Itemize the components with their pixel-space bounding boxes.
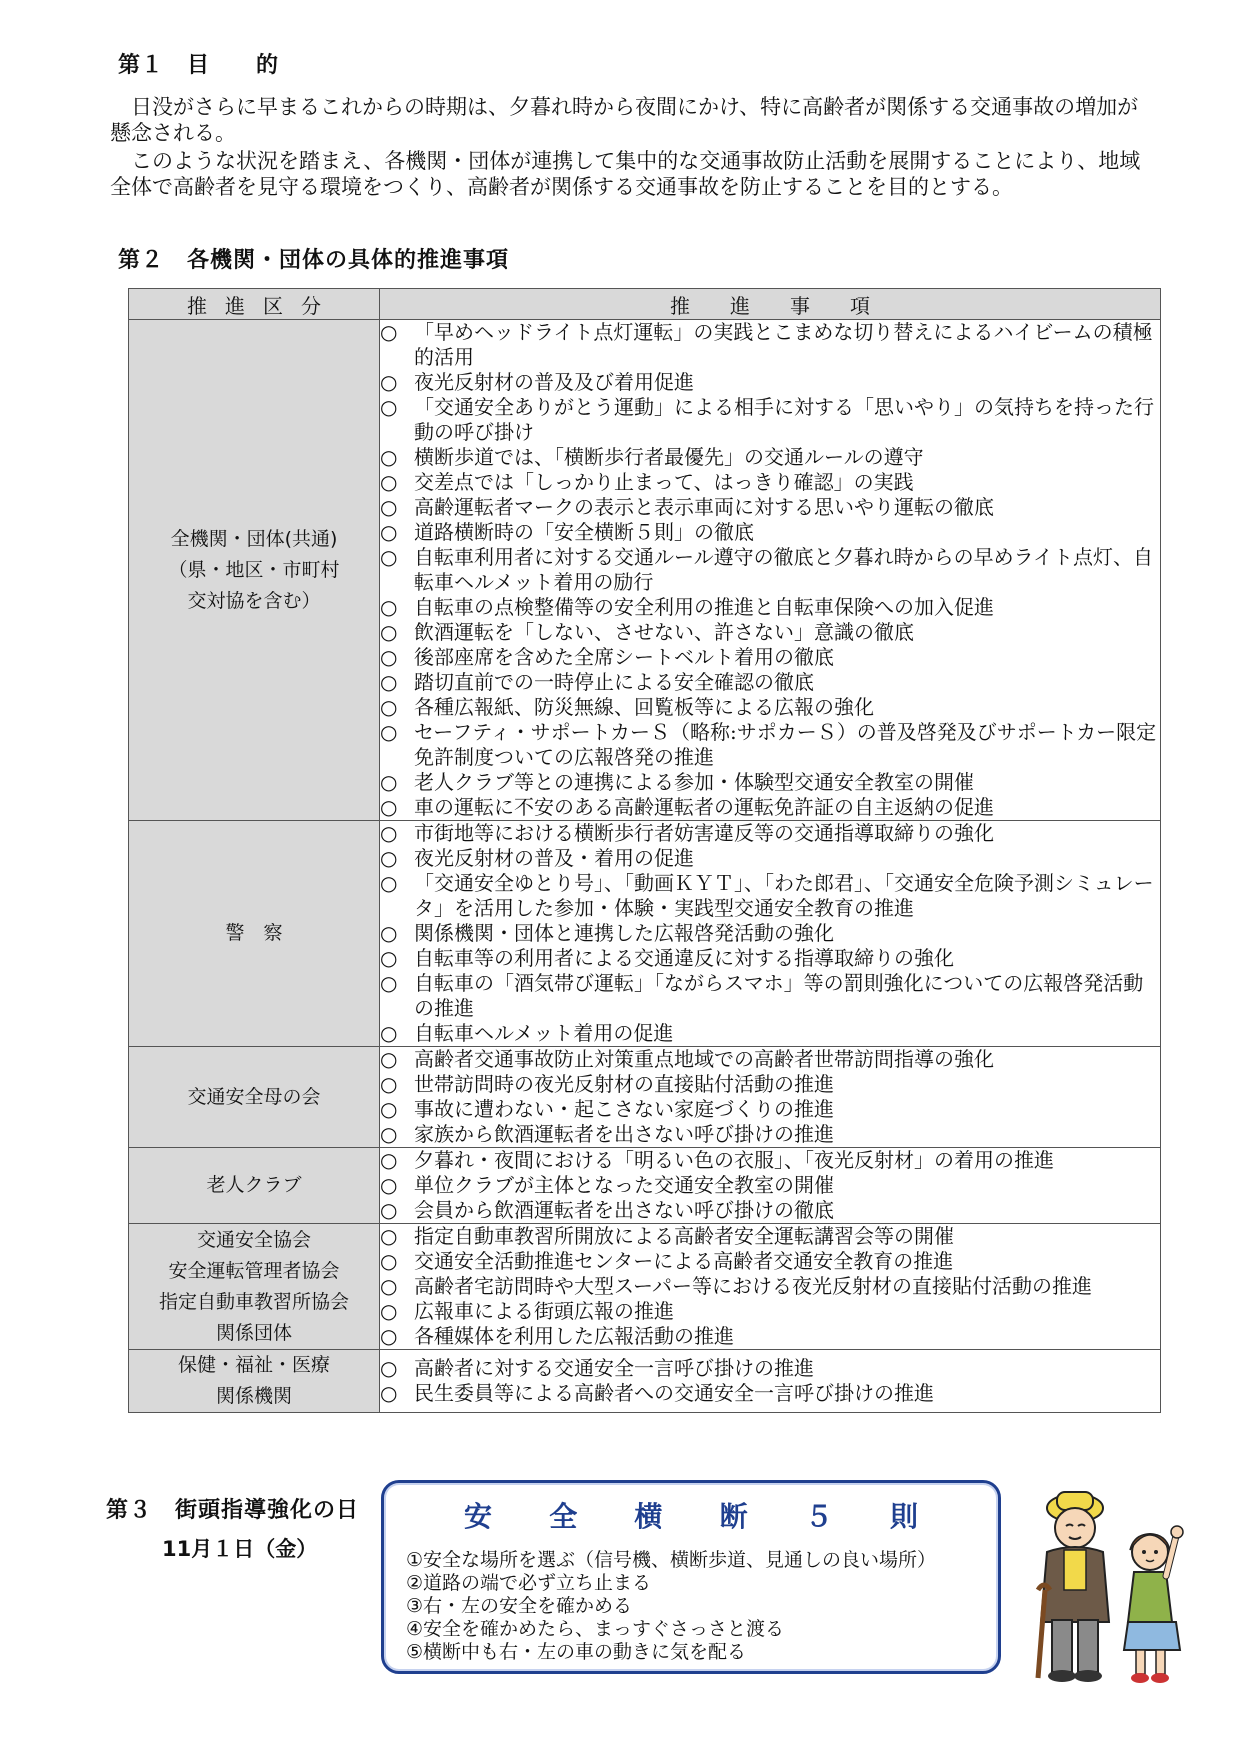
category-cell	[129, 320, 380, 821]
list-item: ○ 自転車利用者に対する交通ルール遵守の徹底と夕暮れ時からの早めライト点灯、自転車ヘルメット着用の励行	[380, 545, 1160, 595]
title-char: 全	[549, 1500, 578, 1533]
list-item: ○ 夜光反射材の普及及び着用促進	[380, 370, 1160, 395]
category-label: 関係機関	[215, 1385, 292, 1407]
elderly-man-figure	[1038, 1492, 1109, 1682]
safe-crossing-title	[384, 1495, 998, 1535]
promotion-item-list	[380, 1356, 1160, 1406]
promotion-item-list	[380, 1047, 1160, 1147]
list-item: ○ 道路横断時の「安全横断５則」の徹底	[380, 520, 1160, 545]
list-item: ○ 単位クラブが主体となった交通安全教室の開催	[380, 1173, 1160, 1198]
street-guidance-date: 11月１日（金）	[162, 1537, 318, 1561]
list-item: ○ 老人クラブ等との連携による参加・体験型交通安全教室の開催	[380, 770, 1160, 795]
list-item: ○ 自転車等の利用者による交通違反に対する指導取締りの強化	[380, 946, 1160, 971]
category-label: 関係団体	[215, 1321, 292, 1344]
safe-crossing-rules-list	[406, 1549, 936, 1664]
list-item: ○ 高齢者宅訪問時や大型スーパー等における夜光反射材の直接貼付活動の推進	[380, 1274, 1160, 1299]
header-category: 推進区分	[129, 289, 380, 320]
list-item: ○ 夕暮れ・夜間における「明るい色の衣服」、「夜光反射材」の着用の推進	[380, 1148, 1160, 1173]
section1-heading: 第１ 目 的	[118, 53, 280, 78]
purpose-paragraph-1: 日没がさらに早まるこれからの時期は、夕暮れ時から夜間にかけ、特に高齢者が関係する交通事故の増加が懸念される。	[110, 95, 1139, 145]
list-item: ○ 自転車の「酒気帯び運転」「ながらスマホ」等の罰則強化についての広報啓発活動の推進	[380, 971, 1160, 1021]
safe-crossing-rule: ④安全を確かめたら、まっすぐさっさと渡る	[406, 1618, 785, 1640]
safe-crossing-rule: ①安全な場所を選ぶ（信号機、横断歩道、見通しの良い場所）	[406, 1549, 937, 1571]
items-cell	[380, 1047, 1161, 1148]
promotion-item-list	[380, 1148, 1160, 1223]
elderly-man-and-girl-illustration	[1020, 1480, 1185, 1690]
category-cell	[129, 1350, 380, 1413]
list-item: ○ 民生委員等による高齢者への交通安全一言呼び掛けの推進	[380, 1381, 1160, 1406]
category-cell	[129, 1047, 380, 1148]
list-item: ○ 事故に遭わない・起こさない家庭づくりの推進	[380, 1097, 1160, 1122]
category-label: 指定自動車教習所協会	[158, 1290, 349, 1313]
header-items: 推進事項	[380, 289, 1161, 320]
table-row	[129, 821, 1161, 1047]
category-label: 保健・福祉・医療	[177, 1354, 330, 1376]
list-item: ○ 関係機関・団体と連携した広報啓発活動の強化	[380, 921, 1160, 946]
category-cell	[129, 821, 380, 1047]
promotion-item-list	[380, 320, 1160, 820]
category-label: 警 察	[225, 922, 283, 944]
title-char: 断	[719, 1500, 748, 1533]
list-item: ○ 世帯訪問時の夜光反射材の直接貼付活動の推進	[380, 1072, 1160, 1097]
items-cell	[380, 1148, 1161, 1224]
items-cell	[380, 320, 1161, 821]
table-row	[129, 320, 1161, 821]
items-cell	[380, 1350, 1161, 1413]
list-item: ○ 夜光反射材の普及・着用の促進	[380, 846, 1160, 871]
list-item: ○ 高齢者交通事故防止対策重点地域での高齢者世帯訪問指導の強化	[380, 1047, 1160, 1072]
list-item: ○ 「交通安全ゆとり号」、「動画ＫＹＴ」、「わた郎君」、「交通安全危険予測シミュレータ」を活用した参加・体験・実践型交通安全教育の推進	[380, 871, 1160, 921]
safe-crossing-rule: ⑤横断中も右・左の車の動きに気を配る	[406, 1641, 747, 1663]
safe-crossing-rule: ③右・左の安全を確かめる	[406, 1595, 633, 1617]
list-item: ○ 自転車ヘルメット着用の促進	[380, 1021, 1160, 1046]
list-item: ○ 「早めヘッドライト点灯運転」の実践とこまめな切り替えによるハイビームの積極的活用	[380, 320, 1160, 370]
list-item: ○ セーフティ・サポートカーＳ（略称:サポカーＳ）の普及啓発及びサポートカー限定免許制度ついての広報啓発の推進	[380, 720, 1160, 770]
safe-crossing-rule: ②道路の端で必ず立ち止まる	[406, 1572, 652, 1594]
list-item: ○ 高齢者に対する交通安全一言呼び掛けの推進	[380, 1356, 1160, 1381]
list-item: ○ 踏切直前での一時停止による安全確認の徹底	[380, 670, 1160, 695]
list-item: ○ 車の運転に不安のある高齢運転者の運転免許証の自主返納の促進	[380, 795, 1160, 820]
list-item: ○ 「交通安全ありがとう運動」による相手に対する「思いやり」の気持ちを持った行動の呼び掛け	[380, 395, 1160, 445]
safe-crossing-rules-box	[381, 1480, 1001, 1674]
category-cell	[129, 1148, 380, 1224]
title-char: 横	[634, 1500, 663, 1533]
list-item: ○ 広報車による街頭広報の推進	[380, 1299, 1160, 1324]
section3-heading: 第３ 街頭指導強化の日	[106, 1498, 360, 1523]
category-label: （県・地区・市町村	[168, 558, 340, 581]
list-item: ○ 各種広報紙、防災無線、回覧板等による広報の強化	[380, 695, 1160, 720]
list-item: ○ 後部座席を含めた全席シートベルト着用の徹底	[380, 645, 1160, 670]
category-label: 安全運転管理者協会	[168, 1259, 340, 1282]
category-label: 全機関・団体(共通)	[170, 527, 338, 550]
list-item: ○ 市街地等における横断歩行者妨害違反等の交通指導取締りの強化	[380, 821, 1160, 846]
category-label: 交対協を含む）	[187, 589, 321, 612]
category-label: 交通安全協会	[196, 1228, 311, 1251]
promotion-items-table	[128, 288, 1161, 1413]
girl-figure	[1124, 1526, 1183, 1683]
list-item: ○ 指定自動車教習所開放による高齢者安全運転講習会等の開催	[380, 1224, 1160, 1249]
table-row	[129, 1148, 1161, 1224]
title-char: 則	[889, 1500, 918, 1533]
title-char: 安	[464, 1500, 493, 1533]
promotion-item-list	[380, 1224, 1160, 1349]
category-cell	[129, 1224, 380, 1350]
list-item: ○ 家族から飲酒運転者を出さない呼び掛けの推進	[380, 1122, 1160, 1147]
list-item: ○ 飲酒運転を「しない、させない、許さない」意識の徹底	[380, 620, 1160, 645]
items-cell	[380, 1224, 1161, 1350]
list-item: ○ 高齢運転者マークの表示と表示車両に対する思いやり運転の徹底	[380, 495, 1160, 520]
promotion-item-list	[380, 821, 1160, 1046]
table-row	[129, 1047, 1161, 1148]
table-row	[129, 1224, 1161, 1350]
list-item: ○ 自転車の点検整備等の安全利用の推進と自転車保険への加入促進	[380, 595, 1160, 620]
list-item: ○ 交通安全活動推進センターによる高齢者交通安全教育の推進	[380, 1249, 1160, 1274]
items-cell	[380, 821, 1161, 1047]
purpose-paragraph-2: このような状況を踏まえ、各機関・団体が連携して集中的な交通事故防止活動を展開することにより、地域全体で高齢者を見守る環境をつくり、高齢者が関係する交通事故を防止することを目的とする。	[110, 149, 1141, 199]
table-header-row	[129, 289, 1161, 320]
list-item: ○ 各種媒体を利用した広報活動の推進	[380, 1324, 1160, 1349]
section2-heading: 第２ 各機関・団体の具体的推進事項	[118, 248, 510, 273]
list-item: ○ 横断歩道では、「横断歩行者最優先」の交通ルールの遵守	[380, 445, 1160, 470]
list-item: ○ 会員から飲酒運転者を出さない呼び掛けの徹底	[380, 1198, 1160, 1223]
category-label: 交通安全母の会	[187, 1085, 321, 1108]
category-label: 老人クラブ	[206, 1174, 302, 1196]
list-item: ○ 交差点では「しっかり止まって、はっきり確認」の実践	[380, 470, 1160, 495]
title-char: ５	[804, 1500, 833, 1533]
table-row	[129, 1350, 1161, 1413]
